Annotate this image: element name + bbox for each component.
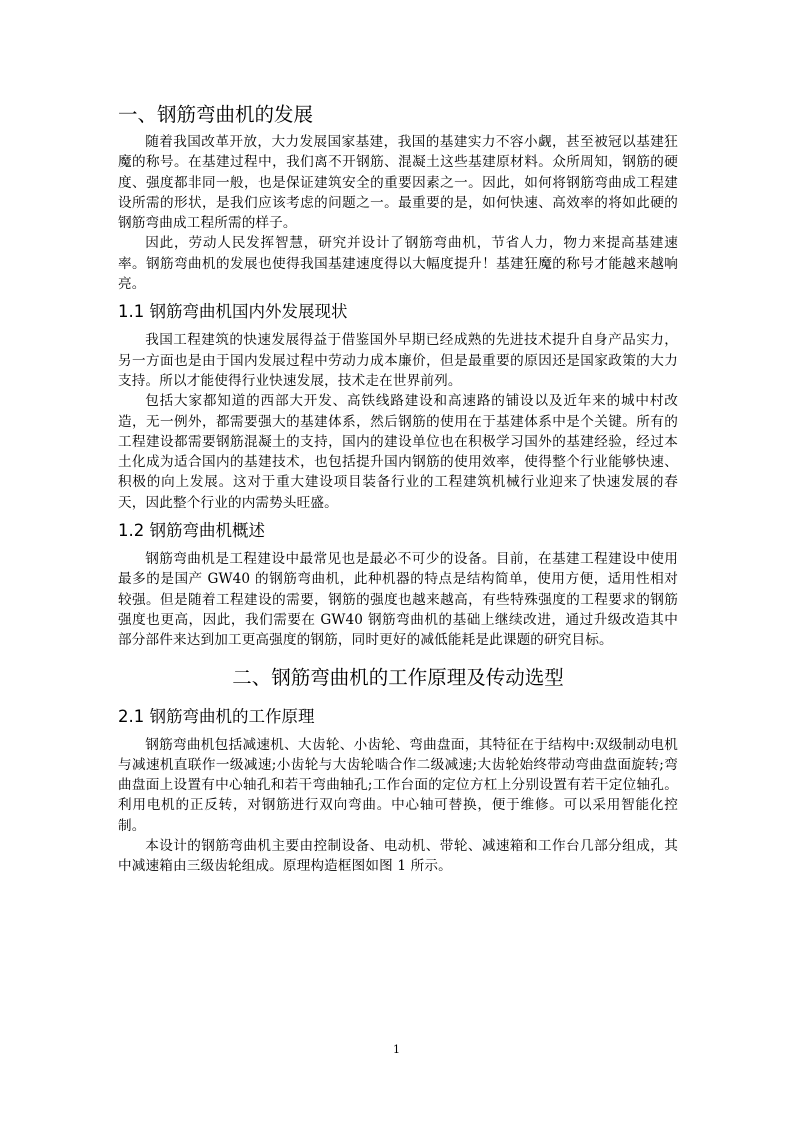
paragraph: 本设计的钢筋弯曲机主要由控制设备、电动机、带轮、减速箱和工作台几部分组成，其中减速箱由三级齿轮组成。原理构造框图如图 1 所示。 bbox=[118, 838, 678, 875]
subsection-heading-1-2: 1.2 钢筋弯曲机概述 bbox=[118, 521, 265, 541]
paragraph: 包括大家都知道的西部大开发、高铁线路建设和高速路的铺设以及近年来的城中村改造，无一例外，都需要强大的基建体系，然后钢筋的使用在于基建体系中是个关键。所有的工程建设都需要钢筋混凝土的支持，国内的建设单位也在积极学习国外的基建经验，经过本土化成为适合国内的基建技术，也包括提升国内钢筋的使用效率，使得整个行业能够快速、积极的向上发展。这对于重大建设项目装备行业的工程建筑机械行业迎来了快速发展的春天，因此整个行业的内需势头旺盛。 bbox=[118, 393, 678, 511]
paragraph: 随着我国改革开放，大力发展国家基建，我国的基建实力不容小觑，甚至被冠以基建狂魔的称号。在基建过程中，我们离不开钢筋、混凝土这些基建原材料。众所周知，钢筋的硬度、强度都非同一般，也是保证建筑安全的重要因素之一。因此，如何将钢筋弯曲成工程建设所需的形状，是我们应该考虑的问题之一。最重要的是，如何快速、高效率的将如此硬的钢筋弯曲成工程所需的样子。 bbox=[118, 134, 678, 232]
page-content bbox=[118, 100, 678, 877]
paragraph: 钢筋弯曲机是工程建设中最常见也是最必不可少的设备。目前，在基建工程建设中使用最多的是国产 GW40 的钢筋弯曲机，此种机器的特点是结构简单，使用方便，适用性相对较强。但是随着工程建设的需要，钢筋的强度也越来越高，有些特殊强度的工程要求的钢筋强度也更高，因此，我们需要在 GW40 钢筋弯曲机的基础上继续改进，通过升级改造其中部分部件来达到加工更高强度的钢筋，同时更好的减低能耗是此课题的研究目标。 bbox=[118, 551, 678, 649]
subsection-heading-2-1: 2.1 钢筋弯曲机的工作原理 bbox=[118, 706, 315, 726]
section-heading-2: 二、钢筋弯曲机的工作原理及传动选型 bbox=[232, 665, 564, 689]
section-heading-1: 一、钢筋弯曲机的发展 bbox=[118, 103, 314, 126]
paragraph: 因此，劳动人民发挥智慧，研究并设计了钢筋弯曲机，节省人力，物力来提高基建速率。钢筋弯曲机的发展也使得我国基建速度得以大幅度提升！基建狂魔的称号才能越来越响亮。 bbox=[118, 235, 678, 293]
paragraph: 钢筋弯曲机包括减速机、大齿轮、小齿轮、弯曲盘面，其特征在于结构中:双级制动电机与减速机直联作一级减速;小齿轮与大齿轮啮合作二级减速;大齿轮始终带动弯曲盘面旋转;弯曲盘面上设置有中心轴孔和若干弯曲轴孔;工作台面的定位方杠上分别设置有若干定位轴孔。利用电机的正反转，对钢筋进行双向弯曲。中心轴可替换，便于维修。可以采用智能化控制。 bbox=[118, 736, 678, 834]
paragraph: 我国工程建筑的快速发展得益于借鉴国外早期已经成熟的先进技术提升自身产品实力，另一方面也是由于国内发展过程中劳动力成本廉价，但是最重要的原因还是国家政策的大力支持。所以才能使得行业快速发展，技术走在世界前列。 bbox=[118, 332, 678, 389]
subsection-heading-1-1: 1.1 钢筋弯曲机国内外发展现状 bbox=[118, 302, 348, 322]
page-number: 1 bbox=[393, 1043, 400, 1056]
